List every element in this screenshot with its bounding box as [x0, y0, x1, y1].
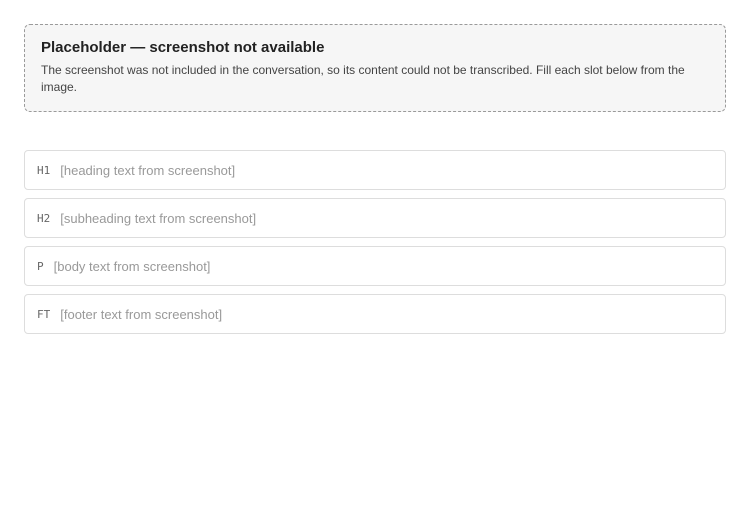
body-slot [24, 246, 726, 286]
notice-title: Placeholder — screenshot not available [41, 39, 325, 56]
body-slot-tag: P [37, 259, 44, 273]
footer-slot-tag: FT [37, 307, 51, 321]
placeholder-notice [24, 24, 726, 112]
heading-slot-tag: H1 [37, 163, 51, 177]
body-slot-value: [body text from screenshot] [53, 258, 211, 274]
content-slots [24, 150, 726, 342]
subheading-slot-tag: H2 [37, 211, 51, 225]
subheading-slot-value: [subheading text from screenshot] [60, 210, 257, 226]
heading-slot-value: [heading text from screenshot] [60, 162, 236, 178]
footer-slot-value: [footer text from screenshot] [60, 306, 223, 322]
notice-text: The screenshot was not included in the conversation, so its content could not be transcribed. Fill each slot below from the image. [41, 63, 685, 95]
footer-slot [24, 294, 726, 334]
heading-slot [24, 150, 726, 190]
subheading-slot [24, 198, 726, 238]
